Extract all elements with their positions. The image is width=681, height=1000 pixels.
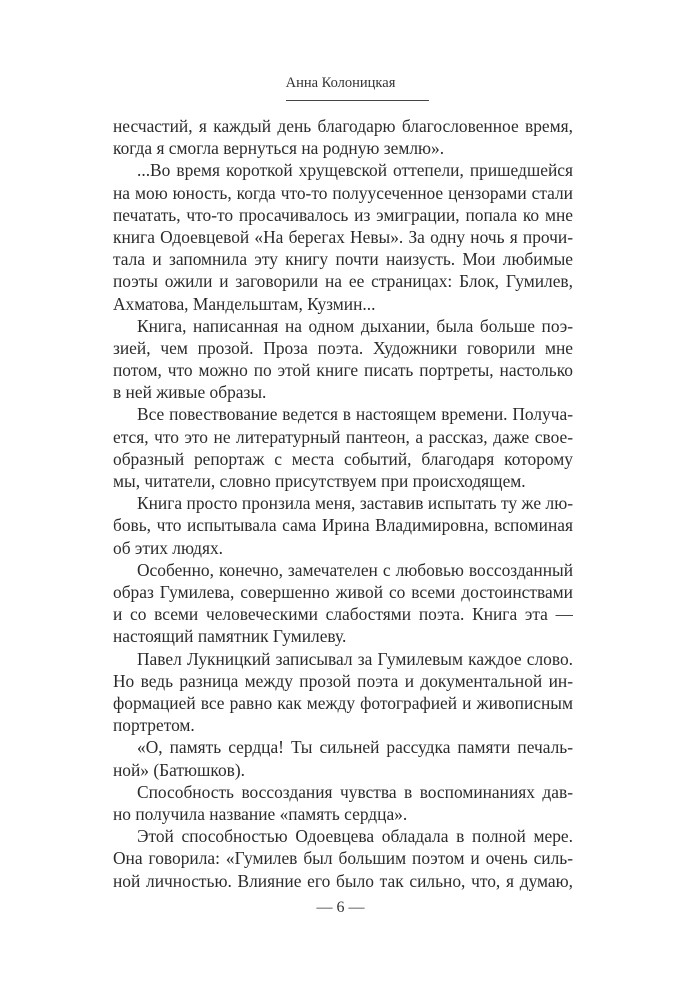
text-line: настоящий памятник Гумилеву.	[113, 626, 347, 647]
text-line: и со всеми человеческими слабостями поэта. Книга эта —	[113, 604, 573, 625]
text-line: но получила название «память сердца».	[113, 803, 408, 824]
text-line: поэты ожили и заговорили на ее страницах: Блок, Гумилев,	[113, 271, 573, 292]
page-number: — 6 —	[316, 899, 365, 916]
text-line: ной» (Батюшков).	[113, 759, 245, 780]
text-line: Все повествование ведется в настоящем времени. Получа-	[137, 404, 573, 425]
text-line: тала и запомнила эту книгу почти наизусть. Мои любимые	[113, 249, 573, 270]
text-line: Способность воссоздания чувства в воспоминаниях дав-	[137, 781, 573, 802]
text-line: формацией все равно как между фотографией и живописным	[113, 692, 573, 713]
text-line: Она говорила: «Гумилев был большим поэтом и очень силь-	[113, 848, 573, 869]
body-text	[113, 115, 573, 892]
text-line: на мою юность, когда что-то полуусеченное цензорами стали	[113, 182, 573, 203]
text-line: Особенно, конечно, замечателен с любовью воссозданный	[137, 559, 573, 580]
text-line: ...Во время короткой хрущевской оттепели, пришедшейся	[137, 160, 573, 181]
text-line: несчастий, я каждый день благодарю благословенное время,	[113, 116, 573, 136]
header-rule	[286, 100, 429, 101]
text-line: «О, память сердца! Ты сильней рассудка памяти печаль-	[137, 737, 573, 758]
text-line: бовь, что испытывала сама Ирина Владимировна, вспоминая	[113, 515, 573, 536]
text-line: Павел Лукницкий записывал за Гумилевым каждое слово.	[137, 648, 573, 669]
text-line: книга Одоевцевой «На берегах Невы». За одну ночь я прочи-	[113, 226, 573, 247]
text-line: потом, что можно по этой книге писать портреты, настолько	[113, 360, 573, 381]
text-line: Но ведь разница между прозой поэта и документальной ин-	[113, 670, 573, 691]
text-line: ной личностью. Влияние его было так сильно, что, я думаю,	[113, 870, 573, 891]
text-line: когда я смогла вернуться на родную землю».	[113, 138, 445, 159]
text-line: в ней живые образы.	[113, 382, 267, 403]
text-line: об этих людях.	[113, 537, 223, 558]
text-line: Книга, написанная на одном дыхании, была больше поэ-	[137, 315, 573, 336]
text-line: образ Гумилева, совершенно живой со всеми достоинствами	[113, 582, 573, 603]
text-line: мы, читатели, словно присутствуем при происходящем.	[113, 471, 526, 492]
text-line: печатать, что-то просачивалось из эмиграции, попала ко мне	[113, 204, 573, 225]
text-line: портретом.	[113, 715, 195, 736]
text-line: Книга просто пронзила меня, заставив испытать ту же лю-	[137, 493, 573, 514]
text-line: Этой способностью Одоевцева обладала в полной мере.	[137, 826, 573, 847]
text-line: образный репортаж с места событий, благодаря которому	[113, 448, 573, 469]
text-line: ется, что это не литературный пантеон, а рассказ, даже свое-	[113, 426, 573, 447]
text-line: Ахматова, Мандельштам, Кузмин...	[113, 293, 376, 314]
running-header: Анна Колоницкая	[285, 75, 396, 91]
text-line: зией, чем прозой. Проза поэта. Художники говорили мне	[113, 337, 573, 358]
